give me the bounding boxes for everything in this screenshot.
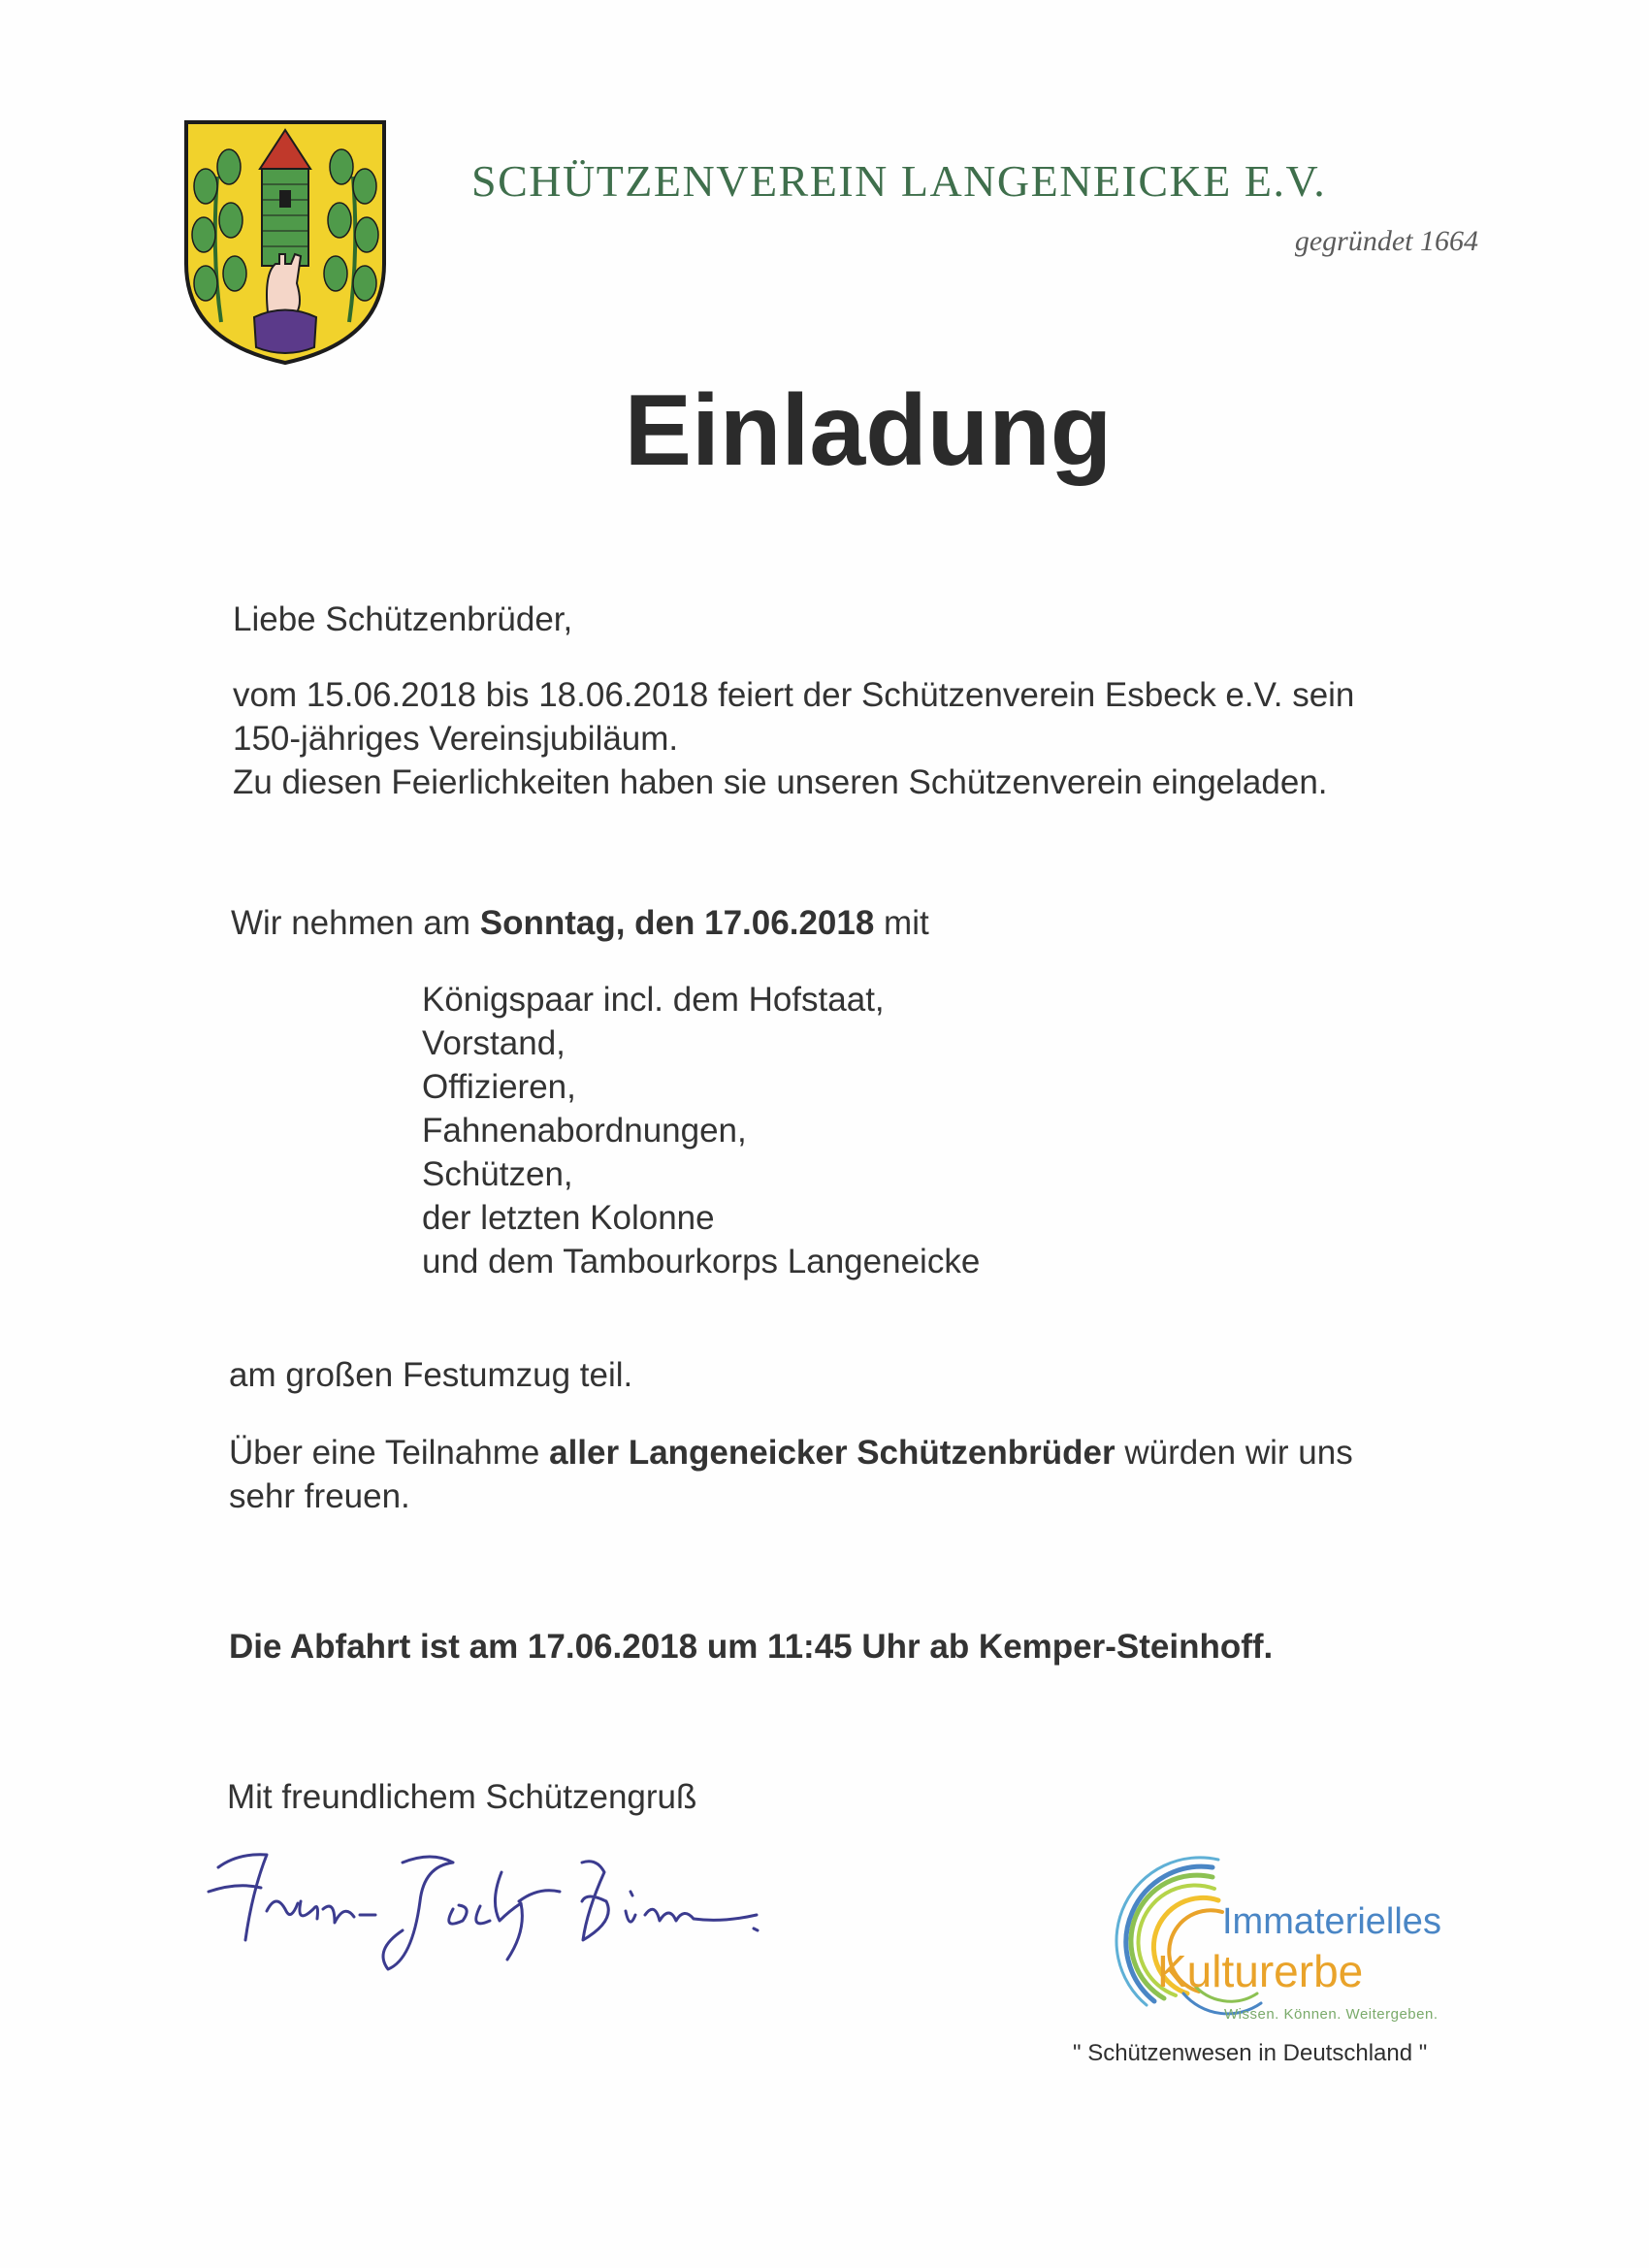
list-item: Königspaar incl. dem Hofstaat, [422,981,885,1019]
document-title: Einladung [624,374,1113,487]
paragraph-1-line-3: Zu diesen Feierlichkeiten haben sie unseren Schützenverein eingeladen. [233,763,1328,801]
list-item: Offizieren, [422,1068,576,1106]
handwritten-signature [199,1833,781,1979]
list-item: Fahnenabordnungen, [422,1112,747,1150]
salutation: Liebe Schützenbrüder, [233,600,573,638]
paragraph-4-suffix: würden wir uns [1115,1434,1353,1472]
list-item: Vorstand, [422,1024,566,1062]
closing-greeting: Mit freundlichem Schützengruß [227,1778,697,1816]
paragraph-4-prefix: Über eine Teilnahme [229,1434,550,1472]
event-date-bold: Sonntag, den 17.06.2018 [479,904,875,942]
participants-list [422,978,980,1283]
list-item: Schützen, [422,1155,573,1193]
list-item: der letzten Kolonne [422,1199,715,1237]
club-name: SCHÜTZENVEREIN LANGENEICKE E.V. [471,156,1327,206]
coat-of-arms-icon [182,118,388,367]
paragraph-2-prefix: Wir nehmen am [231,904,480,942]
list-item: und dem Tambourkorps Langeneicke [422,1243,981,1280]
founded-year: gegründet 1664 [1294,225,1478,257]
all-members-bold: aller Langeneicker Schützenbrüder [549,1434,1116,1472]
paragraph-1-line-2: 150-jähriges Vereinsjubiläum. [233,720,679,758]
departure-info: Die Abfahrt ist am 17.06.2018 um 11:45 Uhr ab Kemper-Steinhoff. [229,1628,1274,1666]
paragraph-1-line-1: vom 15.06.2018 bis 18.06.2018 feiert der Schützenverein Esbeck e.V. sein [233,676,1355,714]
paragraph-4-line-2: sehr freuen. [229,1477,410,1515]
paragraph-3: am großen Festumzug teil. [229,1356,633,1394]
heritage-logo-tagline: Wissen. Können. Weitergeben. [1224,2006,1439,2023]
paragraph-4-line-1 [229,1431,1353,1474]
heritage-logo-caption: " Schützenwesen in Deutschland " [1073,2040,1428,2066]
paragraph-2-suffix: mit [874,904,929,942]
heritage-logo-line-1: Immaterielles [1222,1901,1441,1942]
paragraph-2 [231,901,929,945]
heritage-logo-line-2: Kulturerbe [1157,1946,1364,1996]
